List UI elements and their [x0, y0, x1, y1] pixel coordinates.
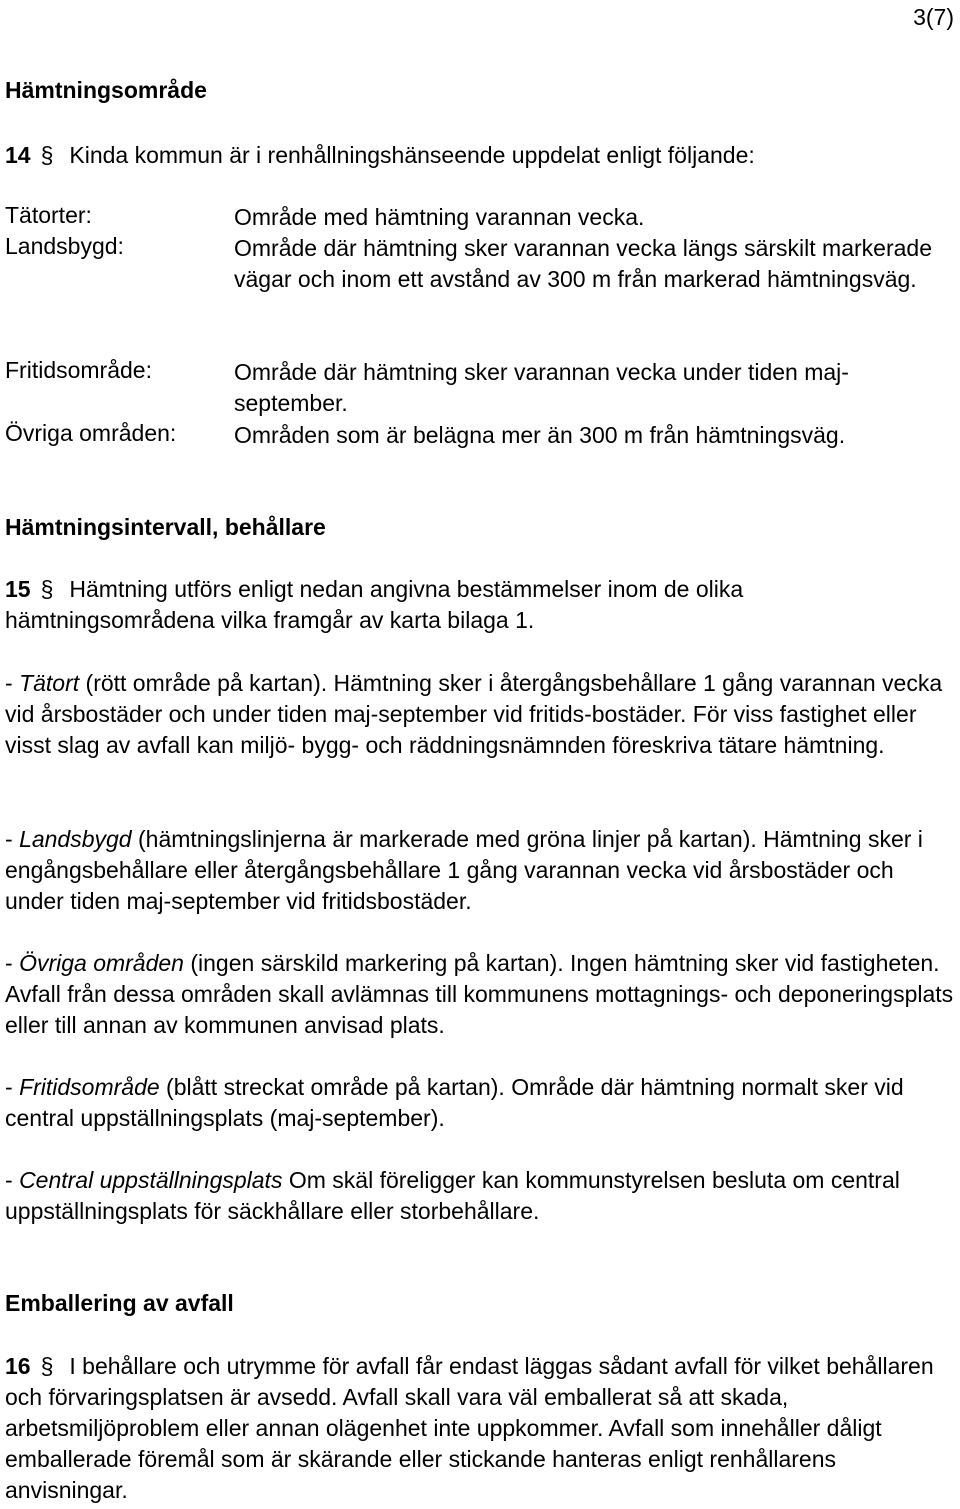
- list-item-central-uppstallningsplats: [5, 1165, 957, 1227]
- item-text: (hämtningslinjerna är markerade med gröna linjer på kartan). Hämtning sker i engångsbehållare eller återgångsbehållare 1 gång varannan vecka vid årsbostäder och under tiden maj-september vid fritidsbostäder.: [5, 826, 923, 914]
- section-number: 14: [5, 142, 31, 168]
- paragraph-14: [5, 140, 755, 171]
- section-heading-emballering: Emballering av avfall: [5, 1290, 234, 1316]
- item-name: Central uppställningsplats: [19, 1167, 283, 1193]
- definition-text: Område med hämtning varannan vecka.: [234, 204, 645, 230]
- list-item-ovriga-omraden: [5, 948, 957, 1041]
- section-number: 15: [5, 576, 31, 602]
- definition-term: Landsbygd:: [5, 233, 124, 259]
- definition-term: Övriga områden:: [5, 420, 177, 446]
- item-name: Landsbygd: [19, 826, 132, 852]
- dash: -: [5, 1167, 20, 1193]
- paragraph-sign: §: [40, 1353, 54, 1379]
- paragraph-sign: §: [40, 142, 54, 168]
- paragraph-text: I behållare och utrymme för avfall får endast läggas sådant avfall för vilket behållaren och förvaringsplatsen är avsedd. Avfall skall vara väl emballerat så att skada, arbetsmiljöproblem eller annan olägenhet inte uppkommer. Avfall som innehåller dåligt emballerade föremål som är skärande eller stickande hanteras enligt renhållarens anvisningar.: [5, 1353, 934, 1503]
- definition-text: Område där hämtning sker varannan vecka under tiden maj-september.: [234, 359, 849, 416]
- item-text: (ingen särskild markering på kartan). Ingen hämtning sker vid fastigheten. Avfall från dessa områden skall avlämnas till kommunens mottagnings- och deponeringsplats eller till annan av kommunen anvisad plats.: [5, 950, 954, 1038]
- item-text: (rött område på kartan). Hämtning sker i återgångsbehållare 1 gång varannan vecka vid årsbostäder och under tiden maj-september vid fritids-bostäder. För viss fastighet eller visst slag av avfall kan miljö- bygg- och räddningsnämnden föreskriva tätare hämtning.: [5, 670, 943, 758]
- section-heading-hamtningsomrade: Hämtningsområde: [5, 77, 207, 103]
- dash: -: [5, 1074, 20, 1100]
- definition-text: Områden som är belägna mer än 300 m från hämtningsväg.: [234, 422, 846, 448]
- item-text: (blått streckat område på kartan). Område där hämtning normalt sker vid central uppställningsplats (maj-september).: [5, 1074, 904, 1131]
- definition-term: Tätorter:: [5, 202, 92, 228]
- item-name: Tätort: [19, 670, 80, 696]
- paragraph-text: Hämtning utförs enligt nedan angivna bestämmelser inom de olika hämtningsområdena vilka framgår av karta bilaga 1.: [5, 576, 744, 633]
- list-item-fritidsomrade: [5, 1072, 957, 1134]
- paragraph-15: [5, 574, 957, 636]
- item-name: Övriga områden: [19, 950, 184, 976]
- list-item-tatort: [5, 668, 957, 761]
- section-number: 16: [5, 1353, 31, 1379]
- definition-term: Fritidsområde:: [5, 357, 152, 383]
- section-heading-hamtningsintervall: Hämtningsintervall, behållare: [5, 514, 326, 540]
- dash: -: [5, 670, 20, 696]
- paragraph-sign: §: [40, 576, 54, 602]
- paragraph-16: [5, 1351, 957, 1506]
- dash: -: [5, 826, 20, 852]
- list-item-landsbygd: [5, 824, 957, 917]
- page-number: 3(7): [913, 4, 954, 30]
- dash: -: [5, 950, 20, 976]
- paragraph-text: Kinda kommun är i renhållningshänseende uppdelat enligt följande:: [69, 142, 755, 168]
- item-text: Om skäl föreligger kan kommunstyrelsen besluta om central uppställningsplats för säckhållare eller storbehållare.: [5, 1167, 900, 1224]
- definition-text: Område där hämtning sker varannan vecka längs särskilt markerade vägar och inom ett avstånd av 300 m från markerad hämtningsväg.: [234, 235, 932, 292]
- item-name: Fritidsområde: [19, 1074, 160, 1100]
